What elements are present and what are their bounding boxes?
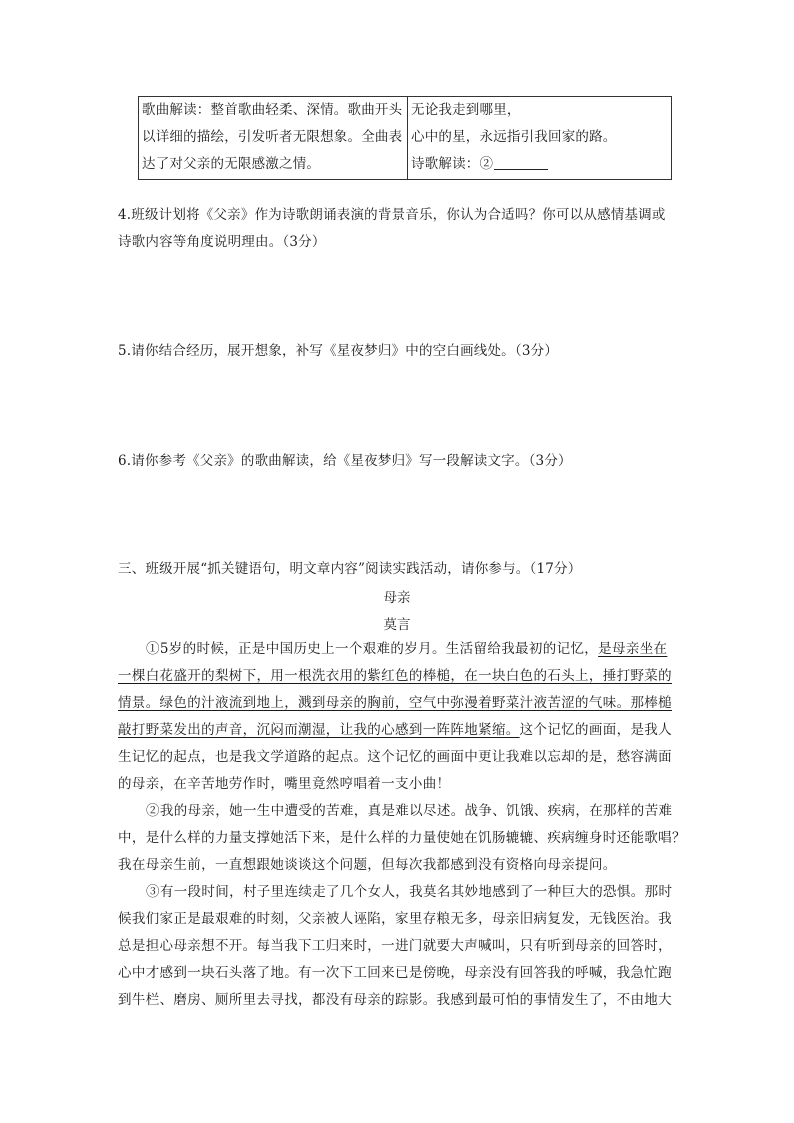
answer-blank [494,155,548,170]
article-author: 莫言 [383,617,411,633]
paragraph-3-line: 候我们家正是最艰难的时刻，父亲被人诬陷，家里存粮无多，母亲旧病复发，无钱医治。我 [118,911,672,927]
paragraph-3-line: 总是担心母亲想不开。每当我下工归来时，一进门就要大声喊叫，只有听到母亲的回答时， [118,938,672,954]
poem-cell [408,97,671,179]
song-poem-table [138,96,672,180]
table-line: 无论我走到哪里， [411,102,521,118]
question-4-line-2: 诗歌内容等角度说明理由。（3分） [118,234,326,250]
poem-interpretation-label: 诗歌解读：② [411,156,494,172]
table-line: 以详细的描绘，引发听者无限想象。全曲表 [142,129,403,145]
question-6: 6.请你参考《父亲》的歌曲解读，给《星夜梦归》写一段解读文字。（3分） [118,453,572,469]
section-3-heading: 三、班级开展“抓关键语句，明文章内容”阅读实践活动，请你参与。（17分） [118,561,582,577]
paragraph-3-line: ③有一段时间，村子里连续走了几个女人，我莫名其妙地感到了一种巨大的恐惧。那时 [146,884,673,900]
paragraph-3-line: 心中才感到一块石头落了地。有一次下工回来已是傍晚，母亲没有回答我的呼喊，我急忙跑 [118,965,672,981]
table-line: 心中的星，永远指引我回家的路。 [411,129,617,145]
paragraph-1-line: ①5岁的时候，正是中国历史上一个艰难的岁月。生活留给我最初的记忆，是母亲坐在 [146,641,668,657]
question-5: 5.请你结合经历，展开想象，补写《星夜梦归》中的空白画线处。（3分） [118,343,559,359]
article-title: 母亲 [383,590,411,606]
song-interpretation-cell [139,97,408,179]
paragraph-1-line: 一棵白花盛开的梨树下，用一根洗衣用的紫红色的棒槌，在一块白色的石头上，捶打野菜的 [118,668,672,684]
paragraph-2-line: 中，是什么样的力量支撑她活下来，是什么样的力量使她在饥肠辘辘、疾病缠身时还能歌唱？ [118,830,686,846]
paragraph-1-line: 敲打野菜发出的声音，沉闷而潮湿，让我的心感到一阵阵地紧缩。这个记忆的画面，是我人 [118,722,673,738]
paragraph-2-line: 我在母亲生前，一直想跟她谈谈这个问题，但每次我都感到没有资格向母亲提问。 [118,857,617,873]
paragraph-3-line: 到牛栏、磨房、厕所里去寻找，都没有母亲的踪影。我感到最可怕的事情发生了，不由地大 [118,992,672,1008]
question-4-line-1: 4.班级计划将《父亲》作为诗歌朗诵表演的背景音乐，你认为合适吗？你可以从感情基调或 [118,207,666,223]
poem-interpretation-line [411,151,671,178]
paragraph-1-line: 的母亲，在辛苦地劳作时，嘴里竟然哼唱着一支小曲！ [118,776,451,792]
paragraph-2-line: ②我的母亲，她一生中遭受的苦难，真是难以尽述。战争、饥饿、疾病，在那样的苦难 [146,803,673,819]
paragraph-1-line: 情景。绿色的汁液流到地上，溅到母亲的胸前，空气中弥漫着野菜汁液苦涩的气味。那棒槌 [118,695,672,711]
table-line: 达了对父亲的无限感激之情。 [142,156,321,172]
table-line: 歌曲解读：整首歌曲轻柔、深情。歌曲开头 [142,102,403,118]
paragraph-1-line: 生记忆的起点，也是我文学道路的起点。这个记忆的画面中更让我难以忘却的是，愁容满面 [118,749,672,765]
